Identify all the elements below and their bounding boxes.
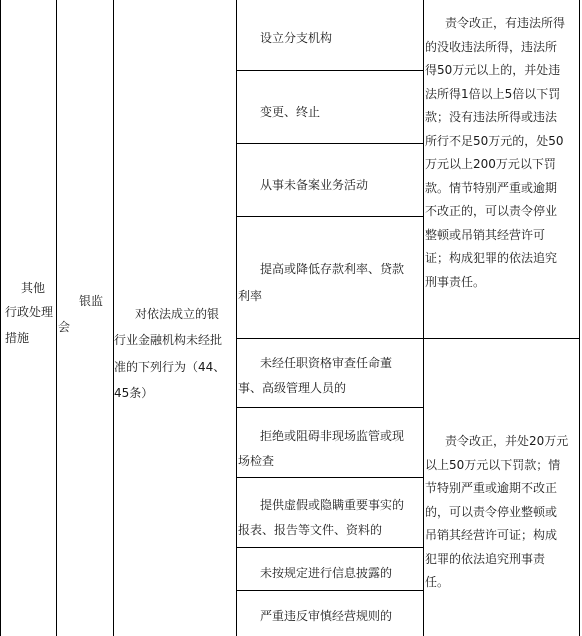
behavior-item-cont: 事、高级管理人员的 (238, 381, 347, 395)
description-line-4: 45条） (114, 386, 154, 400)
col-divider (579, 0, 580, 636)
row-divider (236, 590, 424, 591)
behavior-item: 提高或降低存款利率、贷款 (260, 262, 405, 276)
col-divider (423, 0, 424, 636)
penalty-line: 责令改正，有违法所得 (445, 16, 566, 30)
behavior-item: 拒绝或阻碍非现场监管或现 (260, 429, 405, 443)
penalty-line: 款；没有违法所得或违法 (425, 110, 558, 124)
penalty-line: 的，可以责令停业整顿或 (425, 504, 558, 519)
penalty-line: 责令改正，并处20万元 (445, 434, 569, 448)
description-line-1: 对依法成立的银 (135, 307, 220, 321)
category-line-3: 措施 (5, 331, 30, 345)
penalty-text-2 (425, 430, 568, 595)
penalty-line: 刑事责任。 (425, 274, 486, 289)
description-line-2: 行业金融机构未经批 (114, 333, 223, 347)
penalty-line: 以上50万元以下罚款；情 (425, 457, 561, 472)
row-divider (236, 216, 424, 217)
penalty-line: 法所得1倍以上5倍以下罚 (425, 86, 561, 101)
behavior-item: 未按规定进行信息披露的 (260, 566, 393, 580)
category-line-2: 行政处理 (5, 305, 54, 319)
penalty-line: 任。 (425, 575, 450, 589)
col-divider (0, 0, 1, 636)
penalty-line: 的没收违法所得，违法所 (425, 39, 558, 54)
penalty-line: 万元以上200万元以下罚 (425, 157, 556, 171)
penalty-line: 证；构成犯罪的依法追究 (425, 251, 558, 265)
authority-line-1: 银监 (79, 294, 104, 308)
behavior-item: 变更、终止 (260, 105, 321, 119)
behavior-item: 从事未备案业务活动 (260, 178, 369, 192)
behavior-item: 设立分支机构 (260, 31, 333, 45)
penalty-line: 犯罪的依法追究刑事责 (425, 551, 546, 566)
behavior-item: 严重违反审慎经营规则的 (260, 609, 393, 623)
penalty-text-1 (425, 12, 565, 294)
behavior-item: 未经任职资格审查任命董 (260, 356, 393, 370)
row-divider (236, 143, 424, 144)
penalty-line: 整顿或吊销其经营许可 (425, 227, 546, 242)
col-divider (113, 0, 114, 636)
behavior-item-cont: 场检查 (238, 454, 275, 468)
row-divider (236, 477, 424, 478)
penalty-line: 吊销其经营许可证；构成 (425, 528, 558, 542)
behavior-item-cont: 利率 (238, 289, 263, 303)
col-divider (56, 0, 57, 636)
behavior-item: 提供虚假或隐瞒重要事实的 (260, 498, 405, 512)
authority-line-2: 会 (58, 320, 71, 334)
penalty-line: 节特别严重或逾期不改正 (425, 481, 558, 495)
category-line-1: 其他 (21, 281, 46, 295)
penalty-line: 得50万元以上的，并处违 (425, 63, 561, 77)
row-divider (236, 407, 424, 408)
penalty-line: 不改正的，可以责令停业 (425, 204, 558, 218)
row-divider (236, 338, 424, 339)
behavior-item-cont: 报表、报告等文件、资料的 (238, 523, 383, 537)
penalty-divider (423, 338, 580, 339)
penalty-line: 所行不足50万元的，处50 (425, 133, 564, 148)
row-divider (236, 70, 424, 71)
col-divider (236, 0, 237, 636)
description-line-3: 准的下列行为（44、 (114, 360, 226, 374)
penalty-line: 款。情节特别严重或逾期 (425, 180, 558, 195)
row-divider (236, 547, 424, 548)
